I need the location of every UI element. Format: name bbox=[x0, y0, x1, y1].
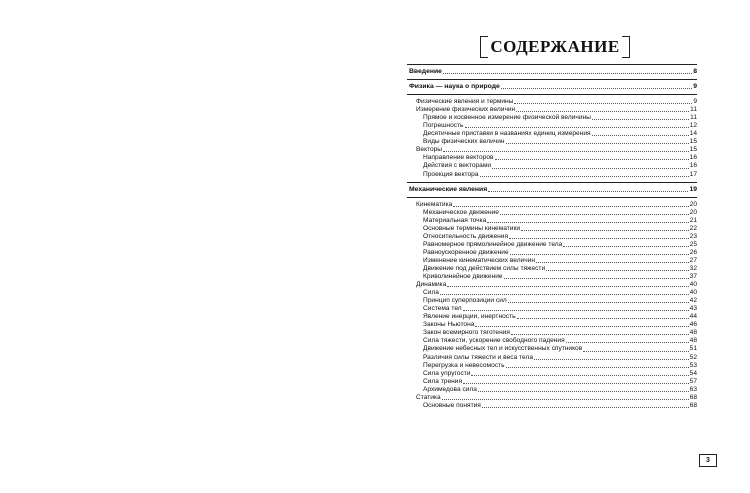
toc-subsection-label: Физические явления и термины bbox=[416, 98, 514, 106]
toc-entry-label: Материальная точка bbox=[423, 216, 487, 224]
toc-entry-label: Равноускоренное движение bbox=[423, 248, 509, 256]
toc-entry-label: Различия силы тяжести и веса тела bbox=[423, 353, 533, 361]
dot-leader bbox=[514, 98, 692, 104]
toc-entry-page: 42 bbox=[689, 297, 697, 305]
toc-entry-page: 23 bbox=[689, 232, 697, 240]
toc-entry-page: 54 bbox=[689, 369, 697, 377]
spacer bbox=[407, 410, 697, 413]
toc-section-label: Физика — наука о природе bbox=[409, 83, 500, 91]
toc-entry bbox=[407, 257, 697, 265]
toc-entry bbox=[407, 171, 697, 179]
toc-entry-page: 48 bbox=[689, 329, 697, 337]
dot-leader bbox=[447, 281, 688, 287]
toc-entry-page: 16 bbox=[689, 162, 697, 170]
dot-leader bbox=[517, 313, 689, 319]
toc-entry-label: Виды физических величин bbox=[423, 138, 505, 146]
toc-section bbox=[407, 186, 697, 194]
toc-entry-page: 17 bbox=[689, 170, 697, 178]
toc-entry-label: Архимедова сила bbox=[423, 385, 477, 393]
toc-section-label: Введение bbox=[409, 68, 442, 75]
dot-leader bbox=[501, 83, 692, 89]
dot-leader bbox=[592, 114, 689, 120]
toc-subsection-page: 15 bbox=[689, 146, 697, 154]
dot-leader bbox=[546, 265, 689, 271]
toc-entry-page: 22 bbox=[689, 224, 697, 232]
toc-section-label: Механические явления bbox=[409, 185, 488, 193]
toc-entry-label: Погрешность bbox=[423, 122, 464, 130]
toc-entry-label: Прямое и косвенное измерение физической величины bbox=[423, 114, 591, 122]
toc-entry-label: Сила тяжести, ускорение свободного падения bbox=[423, 337, 565, 345]
toc-entry-page: 25 bbox=[689, 240, 697, 248]
toc-entry bbox=[407, 378, 697, 386]
toc-subsection-label: Измерение физических величин bbox=[416, 106, 516, 114]
toc-entry-label: Изменение кинематических величин bbox=[423, 256, 535, 264]
toc-entry-label: Движение небесных тел и искусственных спутников bbox=[423, 345, 583, 353]
toc-entry bbox=[407, 138, 697, 146]
toc-entry-page: 14 bbox=[689, 130, 697, 138]
toc-entry-label: Равномерное прямолинейное движение тела bbox=[423, 240, 563, 248]
toc-entry bbox=[407, 345, 697, 353]
dot-leader bbox=[463, 305, 689, 311]
table-of-contents bbox=[407, 64, 697, 413]
toc-entry-label: Сила трения bbox=[423, 377, 463, 385]
toc-entry-page: 44 bbox=[689, 313, 697, 321]
toc-subsection-label: Статика bbox=[416, 393, 441, 401]
dot-leader bbox=[506, 138, 689, 144]
toc-entry bbox=[407, 354, 697, 362]
toc-subsection bbox=[407, 106, 697, 114]
toc-entry-page: 12 bbox=[689, 122, 697, 130]
toc-entry bbox=[407, 114, 697, 122]
toc-subsection-label: Динамика bbox=[416, 281, 447, 289]
dot-leader bbox=[443, 146, 689, 152]
toc-entry-label: Основные понятия bbox=[423, 401, 481, 409]
toc-subsection bbox=[407, 146, 697, 154]
toc-entry bbox=[407, 402, 697, 410]
dot-leader bbox=[465, 122, 689, 128]
toc-entry bbox=[407, 289, 697, 297]
toc-entry-page: 53 bbox=[689, 361, 697, 369]
toc-section bbox=[407, 83, 697, 91]
toc-entry-page: 32 bbox=[689, 264, 697, 272]
toc-entry-label: Криволинейное движение bbox=[423, 273, 503, 281]
toc-entry-page: 21 bbox=[689, 216, 697, 224]
toc-subsection-page: 9 bbox=[693, 98, 697, 106]
toc-entry-page: 52 bbox=[689, 353, 697, 361]
dot-leader bbox=[500, 209, 689, 215]
toc-entry bbox=[407, 362, 697, 370]
dot-leader bbox=[443, 68, 692, 74]
toc-entry bbox=[407, 265, 697, 273]
dot-leader bbox=[475, 321, 688, 327]
toc-entry-label: Перегрузка и невесомость bbox=[423, 361, 505, 369]
dot-leader bbox=[510, 249, 689, 255]
dot-leader bbox=[488, 186, 688, 192]
dot-leader bbox=[504, 273, 689, 279]
toc-entry-label: Система тел bbox=[423, 305, 462, 313]
toc-subsection bbox=[407, 201, 697, 209]
toc-entry-page: 27 bbox=[689, 256, 697, 264]
toc-entry-label: Относительность движения bbox=[423, 232, 509, 240]
dot-leader bbox=[566, 337, 689, 343]
toc-entry-page: 57 bbox=[689, 377, 697, 385]
toc-entry-label: Сила упругости bbox=[423, 369, 471, 377]
toc-entry-label: Закон всемирного тяготения bbox=[423, 329, 510, 337]
toc-entry-page: 20 bbox=[689, 208, 697, 216]
dot-leader bbox=[509, 233, 689, 239]
toc-entry bbox=[407, 130, 697, 138]
toc-section-page: 19 bbox=[689, 185, 697, 193]
dot-leader bbox=[534, 354, 689, 360]
toc-entry bbox=[407, 122, 697, 130]
dot-leader bbox=[453, 201, 688, 207]
contents-title-text: СОДЕРЖАНИЕ bbox=[490, 37, 620, 56]
right-bracket-ornament bbox=[622, 36, 630, 58]
toc-entry bbox=[407, 249, 697, 257]
toc-entry bbox=[407, 297, 697, 305]
toc-subsection-page: 11 bbox=[690, 106, 697, 114]
dot-leader bbox=[583, 346, 688, 352]
toc-entry bbox=[407, 386, 697, 394]
dot-leader bbox=[516, 106, 689, 112]
dot-leader bbox=[440, 289, 689, 295]
toc-subsection bbox=[407, 98, 697, 106]
toc-entry bbox=[407, 305, 697, 313]
toc-section-page: 9 bbox=[693, 83, 697, 91]
toc-section-page: 8 bbox=[693, 68, 697, 75]
toc-entry bbox=[407, 217, 697, 225]
toc-subsection-page: 20 bbox=[689, 200, 697, 208]
dot-leader bbox=[463, 378, 689, 384]
toc-subsection-page: 68 bbox=[689, 393, 697, 401]
toc-entry-page: 40 bbox=[689, 289, 697, 297]
toc-subsection-label: Кинематика bbox=[416, 200, 453, 208]
page-number: 3 bbox=[699, 454, 717, 467]
toc-entry-page: 63 bbox=[689, 385, 697, 393]
toc-entry-page: 46 bbox=[689, 321, 697, 329]
dot-leader bbox=[521, 225, 689, 231]
toc-entry bbox=[407, 241, 697, 249]
toc-entry-page: 43 bbox=[689, 305, 697, 313]
dot-leader bbox=[506, 362, 689, 368]
toc-entry-label: Механическое движение bbox=[423, 208, 499, 216]
toc-entry-page: 26 bbox=[689, 248, 697, 256]
contents-title bbox=[480, 36, 630, 60]
toc-entry bbox=[407, 313, 697, 321]
dot-leader bbox=[482, 402, 689, 408]
toc-entry-label: Основные термины кинематики bbox=[423, 224, 521, 232]
toc-entry-page: 48 bbox=[689, 337, 697, 345]
dot-leader bbox=[536, 257, 689, 263]
dot-leader bbox=[480, 171, 689, 177]
dot-leader bbox=[478, 386, 689, 392]
toc-entry bbox=[407, 233, 697, 241]
toc-entry bbox=[407, 370, 697, 378]
dot-leader bbox=[508, 297, 689, 303]
toc-subsection-label: Векторы bbox=[416, 146, 443, 154]
left-bracket-ornament bbox=[480, 36, 488, 58]
toc-entry bbox=[407, 162, 697, 170]
toc-entry-label: Движение под действием силы тяжести bbox=[423, 264, 546, 272]
toc-subsection-page: 40 bbox=[689, 281, 697, 289]
toc-entry-page: 68 bbox=[689, 401, 697, 409]
dot-leader bbox=[492, 163, 689, 169]
toc-entry bbox=[407, 273, 697, 281]
toc-entry-label: Законы Ньютона bbox=[423, 321, 475, 329]
toc-entry-label: Десятичные приставки в названиях единиц измерения bbox=[423, 130, 591, 138]
toc-entry-page: 51 bbox=[689, 345, 697, 353]
dot-leader bbox=[495, 154, 689, 160]
toc-entry bbox=[407, 209, 697, 217]
toc-entry-label: Действия с векторами bbox=[423, 162, 492, 170]
toc-entry-label: Сила bbox=[423, 289, 439, 297]
toc-subsection bbox=[407, 394, 697, 402]
dot-leader bbox=[471, 370, 688, 376]
dot-leader bbox=[511, 329, 689, 335]
dot-leader bbox=[442, 394, 689, 400]
dot-leader bbox=[563, 241, 688, 247]
toc-entry-label: Проекция вектора bbox=[423, 170, 479, 178]
toc-entry-page: 16 bbox=[689, 154, 697, 162]
toc-subsection bbox=[407, 281, 697, 289]
toc-entry bbox=[407, 321, 697, 329]
toc-entry-page: 11 bbox=[690, 114, 697, 122]
toc-entry-label: Принцип суперпозиции сил bbox=[423, 297, 507, 305]
dot-leader bbox=[487, 217, 688, 223]
toc-section bbox=[407, 68, 697, 76]
toc-entry-page: 15 bbox=[689, 138, 697, 146]
toc-entry bbox=[407, 225, 697, 233]
dot-leader bbox=[592, 130, 689, 136]
toc-entry-page: 37 bbox=[689, 273, 697, 281]
toc-entry-label: Явление инерции, инертность bbox=[423, 313, 516, 321]
toc-entry-label: Направление векторов bbox=[423, 154, 494, 162]
